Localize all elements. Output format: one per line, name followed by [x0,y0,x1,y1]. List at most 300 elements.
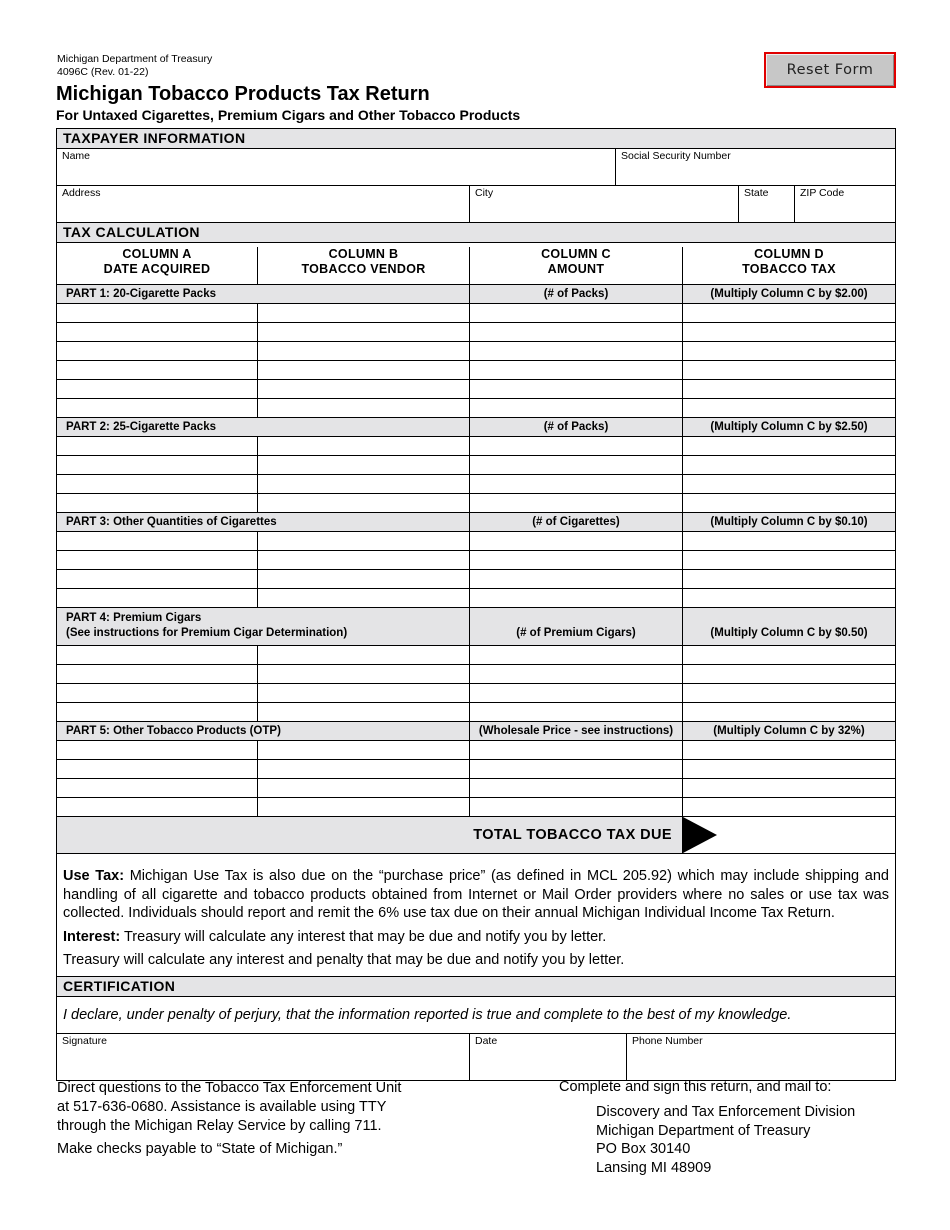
date-acquired-field[interactable] [57,780,257,798]
table-cell [57,665,258,683]
interest-label: Interest: [63,928,121,945]
tobacco-vendor-field[interactable] [258,362,469,380]
use-tax-note [63,867,889,923]
table-cell [57,361,258,379]
part-multiplier-label: (Multiply Column C by 32%) [713,725,865,737]
table-cell [57,475,258,493]
table-cell [258,741,470,759]
penalty-note: Treasury will calculate any interest and penalty that may be due and notify you by letter. [63,952,625,968]
table-cell [683,475,895,493]
mailing-address [596,1103,855,1177]
state-cell [739,186,795,222]
signature-cell [57,1034,470,1080]
state-field[interactable] [744,199,789,219]
table-cell [258,456,470,474]
date-acquired-field[interactable] [57,305,257,323]
tax-calc-heading: TAX CALCULATION [57,223,895,243]
table-cell [57,703,258,721]
date-acquired-field[interactable] [57,590,257,608]
state-label: State [744,187,769,199]
table-cell [57,741,258,759]
table-cell [258,342,470,360]
table-row [57,494,895,513]
amount-field[interactable] [470,495,682,513]
tobacco-vendor-field[interactable] [258,457,469,475]
tobacco-vendor-field[interactable] [258,742,469,760]
total-row [57,817,895,854]
table-cell [683,551,895,569]
tobacco-vendor-field[interactable] [258,305,469,323]
date-acquired-field[interactable] [57,495,257,513]
table-row [57,684,895,703]
name-field[interactable] [62,162,610,182]
part-title: PART 5: Other Tobacco Products (OTP) [66,725,281,737]
table-cell [683,665,895,683]
tax-parts [57,285,895,817]
table-cell [258,646,470,664]
part-multiplier-label: (Multiply Column C by $2.50) [710,421,868,433]
part-label [57,722,470,740]
column-c-header [470,247,683,284]
part-unit-label: (Wholesale Price - see instructions) [470,722,683,740]
column-c-subtitle: AMOUNT [547,262,605,276]
tobacco-vendor-field[interactable] [258,799,469,817]
table-cell [470,665,683,683]
table-row [57,323,895,342]
table-cell [57,304,258,322]
table-cell [470,437,683,455]
part-1-header [57,285,895,304]
table-row [57,399,895,418]
table-cell [470,798,683,816]
table-cell [470,475,683,493]
tobacco-vendor-field[interactable] [258,438,469,456]
part-4-header [57,608,895,646]
table-cell [683,532,895,550]
table-row [57,741,895,760]
table-cell [258,779,470,797]
tobacco-vendor-field[interactable] [258,571,469,589]
amount-field[interactable] [470,476,682,494]
part-5-header [57,722,895,741]
tobacco-tax-field[interactable] [683,343,895,361]
table-row [57,532,895,551]
tobacco-tax-field[interactable] [683,324,895,342]
table-cell [683,380,895,398]
tobacco-vendor-field[interactable] [258,704,469,722]
table-cell [470,779,683,797]
tobacco-vendor-field[interactable] [258,400,469,418]
part-label [57,418,470,436]
table-cell [258,399,470,417]
column-d-title: COLUMN D [754,247,824,261]
amount-field[interactable] [470,704,682,722]
tobacco-vendor-field[interactable] [258,590,469,608]
tobacco-vendor-field[interactable] [258,381,469,399]
tobacco-vendor-field[interactable] [258,343,469,361]
date-acquired-field[interactable] [57,400,257,418]
part-label [57,285,470,303]
table-cell [57,589,258,607]
tobacco-tax-field[interactable] [683,761,895,779]
table-cell [258,684,470,702]
part-title: PART 3: Other Quantities of Cigarettes [66,516,277,528]
column-c-title: COLUMN C [541,247,611,261]
certification-heading: CERTIFICATION [57,977,895,997]
date-acquired-field[interactable] [57,552,257,570]
tobacco-vendor-field[interactable] [258,666,469,684]
table-cell [683,798,895,816]
contact-line: at 517-636-0680. Assistance is available using TTY [57,1099,387,1115]
tobacco-vendor-field[interactable] [258,324,469,342]
tobacco-tax-field[interactable] [683,666,895,684]
table-cell [470,323,683,341]
address-label: Address [62,187,101,199]
tobacco-tax-field[interactable] [683,799,895,817]
tobacco-tax-field[interactable] [683,704,895,722]
amount-field[interactable] [470,590,682,608]
column-b-title: COLUMN B [328,247,399,261]
table-cell [57,532,258,550]
table-cell [57,342,258,360]
amount-field[interactable] [470,780,682,798]
phone-cell [627,1034,895,1080]
ssn-field[interactable] [621,162,890,182]
table-cell [683,456,895,474]
table-cell [57,456,258,474]
total-tax-label: TOTAL TOBACCO TAX DUE [57,817,683,853]
table-row [57,570,895,589]
table-cell [258,304,470,322]
tobacco-tax-field[interactable] [683,590,895,608]
amount-field[interactable] [470,457,682,475]
date-acquired-field[interactable] [57,533,257,551]
amount-field[interactable] [470,647,682,665]
table-cell [470,304,683,322]
table-row [57,475,895,494]
date-acquired-field[interactable] [57,457,257,475]
tobacco-tax-field[interactable] [683,438,895,456]
part-unit-label: (# of Packs) [470,418,683,436]
tobacco-tax-field[interactable] [683,780,895,798]
part-label [57,513,470,531]
amount-field[interactable] [470,533,682,551]
part-multiplier-label: (Multiply Column C by $0.50) [710,627,868,639]
column-a-title: COLUMN A [122,247,192,261]
table-cell [683,494,895,512]
table-cell [683,304,895,322]
tobacco-vendor-field[interactable] [258,495,469,513]
table-cell [683,703,895,721]
date-cell [470,1034,627,1080]
part-unit-label: (# of Cigarettes) [470,513,683,531]
notes-section [57,854,895,977]
date-acquired-field[interactable] [57,666,257,684]
address-line: Lansing MI 48909 [596,1159,712,1176]
agency-header [57,53,212,79]
zip-cell [795,186,895,222]
part-subtitle: (See instructions for Premium Cigar Determination) [66,627,348,639]
table-cell [258,494,470,512]
table-cell [57,798,258,816]
tobacco-tax-field[interactable] [683,571,895,589]
tobacco-vendor-field[interactable] [258,476,469,494]
total-tax-cell [683,817,895,853]
part-label [57,608,470,645]
phone-label: Phone Number [632,1034,703,1047]
amount-field[interactable] [470,400,682,418]
form-subtitle: For Untaxed Cigarettes, Premium Cigars and Other Tobacco Products [56,107,521,123]
signature-row [57,1034,895,1081]
amount-field[interactable] [470,362,682,380]
table-cell [57,437,258,455]
name-cell [57,149,616,185]
interest-text: Treasury will calculate any interest that may be due and notify you by letter. [120,928,607,945]
amount-field[interactable] [470,381,682,399]
name-label: Name [62,150,91,162]
table-cell [470,646,683,664]
table-cell [57,494,258,512]
table-row [57,779,895,798]
part-title: PART 2: 25-Cigarette Packs [66,421,216,433]
table-cell [258,551,470,569]
table-cell [57,323,258,341]
table-row [57,361,895,380]
part-multiplier-label: (Multiply Column C by $2.00) [710,288,868,300]
address-line: Discovery and Tax Enforcement Division [596,1104,856,1120]
table-cell [258,798,470,816]
table-row [57,665,895,684]
table-cell [258,703,470,721]
date-acquired-field[interactable] [57,647,257,665]
contact-line: Direct questions to the Tobacco Tax Enforcement Unit [57,1080,402,1096]
address-line: Michigan Department of Treasury [596,1122,811,1139]
tobacco-tax-field[interactable] [683,495,895,513]
tobacco-vendor-field[interactable] [258,685,469,703]
table-cell [683,399,895,417]
amount-field[interactable] [470,742,682,760]
table-cell [258,323,470,341]
table-cell [683,684,895,702]
city-field[interactable] [475,199,733,219]
address-field[interactable] [62,199,464,219]
date-label: Date [475,1034,498,1047]
date-acquired-field[interactable] [57,685,257,703]
tobacco-tax-field[interactable] [683,742,895,760]
table-row [57,304,895,323]
table-cell [683,323,895,341]
table-row [57,380,895,399]
address-cell [57,186,470,222]
date-acquired-field[interactable] [57,761,257,779]
interest-note [63,928,889,947]
table-cell [470,760,683,778]
tobacco-vendor-field[interactable] [258,647,469,665]
tobacco-tax-field[interactable] [683,400,895,418]
form-number: 4096C (Rev. 01-22) [57,66,149,78]
table-cell [258,437,470,455]
table-cell [470,342,683,360]
table-cell [470,361,683,379]
table-cell [57,399,258,417]
amount-field[interactable] [470,552,682,570]
table-cell [470,399,683,417]
tobacco-tax-field[interactable] [683,381,895,399]
table-cell [57,779,258,797]
table-row [57,437,895,456]
table-cell [470,684,683,702]
column-d-subtitle: TOBACCO TAX [742,262,836,276]
part-2-header [57,418,895,437]
date-acquired-field[interactable] [57,799,257,817]
table-cell [57,570,258,588]
tobacco-tax-field[interactable] [683,533,895,551]
amount-field[interactable] [470,761,682,779]
table-cell [57,551,258,569]
table-cell [683,646,895,664]
part-multiplier-label: (Multiply Column C by $0.10) [710,516,868,528]
declaration-text: I declare, under penalty of perjury, that the information reported is true and complete to the best of my knowledge. [57,997,895,1034]
zip-label: ZIP Code [800,187,845,199]
mail-heading: Complete and sign this return, and mail to: [559,1079,832,1095]
part-3-header [57,513,895,532]
date-acquired-field[interactable] [57,476,257,494]
amount-field[interactable] [470,685,682,703]
table-cell [470,551,683,569]
date-acquired-field[interactable] [57,742,257,760]
table-cell [57,684,258,702]
city-label: City [475,187,494,199]
table-row [57,456,895,475]
contact-line: through the Michigan Relay Service by calling 711. [57,1118,382,1134]
amount-field[interactable] [470,305,682,323]
taxpayer-row-2 [57,186,895,223]
checks-payable: Make checks payable to “State of Michigan.” [57,1141,343,1157]
table-cell [57,646,258,664]
signature-field[interactable] [62,1047,464,1075]
date-acquired-field[interactable] [57,571,257,589]
tobacco-tax-field[interactable] [683,552,895,570]
date-field[interactable] [475,1047,621,1075]
table-row [57,551,895,570]
taxpayer-info-heading: TAXPAYER INFORMATION [57,129,895,149]
column-b-header [258,247,470,284]
table-cell [258,665,470,683]
table-row [57,646,895,665]
table-cell [470,456,683,474]
table-cell [57,380,258,398]
arrow-right-icon [683,817,717,853]
part-unit-label: (# of Premium Cigars) [470,608,683,645]
table-cell [470,589,683,607]
part-title: PART 1: 20-Cigarette Packs [66,288,216,300]
ssn-label: Social Security Number [621,150,731,162]
tobacco-vendor-field[interactable] [258,780,469,798]
table-cell [470,703,683,721]
use-tax-text: Michigan Use Tax is also due on the “purchase price” (as defined in MCL 205.92) which may include shipping and handling of all cigarette and tobacco products obtained from Internet or Mail Order providers where no sales or use tax was collected. Individuals should report and remit the 6% use tax due on their annual Michigan Individual Income Tax Return. [63,868,889,921]
table-cell [683,342,895,360]
tobacco-tax-field[interactable] [683,457,895,475]
table-cell [683,437,895,455]
column-a-header [57,247,258,284]
address-line: PO Box 30140 [596,1141,691,1157]
tobacco-tax-field[interactable] [683,305,895,323]
table-cell [57,760,258,778]
table-cell [683,760,895,778]
signature-label: Signature [62,1034,107,1047]
table-row [57,798,895,817]
date-acquired-field[interactable] [57,438,257,456]
taxpayer-row-1 [57,149,895,186]
form-title: Michigan Tobacco Products Tax Return [56,83,430,105]
tobacco-vendor-field[interactable] [258,533,469,551]
tobacco-tax-field[interactable] [683,685,895,703]
table-row [57,760,895,779]
date-acquired-field[interactable] [57,362,257,380]
amount-field[interactable] [470,666,682,684]
table-cell [683,741,895,759]
column-b-subtitle: TOBACCO VENDOR [301,262,426,276]
table-cell [258,589,470,607]
phone-field[interactable] [632,1047,890,1075]
amount-field[interactable] [470,438,682,456]
date-acquired-field[interactable] [57,324,257,342]
table-cell [258,475,470,493]
tobacco-vendor-field[interactable] [258,552,469,570]
table-cell [258,361,470,379]
reset-form-button[interactable]: Reset Form [764,52,896,88]
table-cell [683,779,895,797]
tobacco-tax-field[interactable] [683,647,895,665]
tobacco-vendor-field[interactable] [258,761,469,779]
contact-info [57,1079,401,1159]
table-cell [258,380,470,398]
table-cell [470,570,683,588]
table-cell [470,380,683,398]
part-unit-label: (# of Packs) [470,285,683,303]
ssn-cell [616,149,895,185]
tax-return-form [56,128,896,1081]
table-cell [470,532,683,550]
part-title: PART 4: Premium Cigars [66,612,202,624]
amount-field[interactable] [470,324,682,342]
table-cell [683,570,895,588]
table-cell [258,532,470,550]
date-acquired-field[interactable] [57,381,257,399]
table-cell [683,589,895,607]
table-row [57,589,895,608]
table-row [57,703,895,722]
agency-name: Michigan Department of Treasury [57,53,213,65]
amount-field[interactable] [470,799,682,817]
column-a-subtitle: DATE ACQUIRED [103,262,211,276]
table-cell [470,494,683,512]
date-acquired-field[interactable] [57,343,257,361]
tobacco-tax-field[interactable] [683,362,895,380]
amount-field[interactable] [470,571,682,589]
amount-field[interactable] [470,343,682,361]
column-header-row [57,243,895,285]
tobacco-tax-field[interactable] [683,476,895,494]
use-tax-label: Use Tax: [63,868,125,884]
column-d-header [683,247,895,284]
zip-field[interactable] [800,199,890,219]
date-acquired-field[interactable] [57,704,257,722]
table-cell [258,760,470,778]
table-row [57,342,895,361]
table-cell [258,570,470,588]
table-cell [470,741,683,759]
